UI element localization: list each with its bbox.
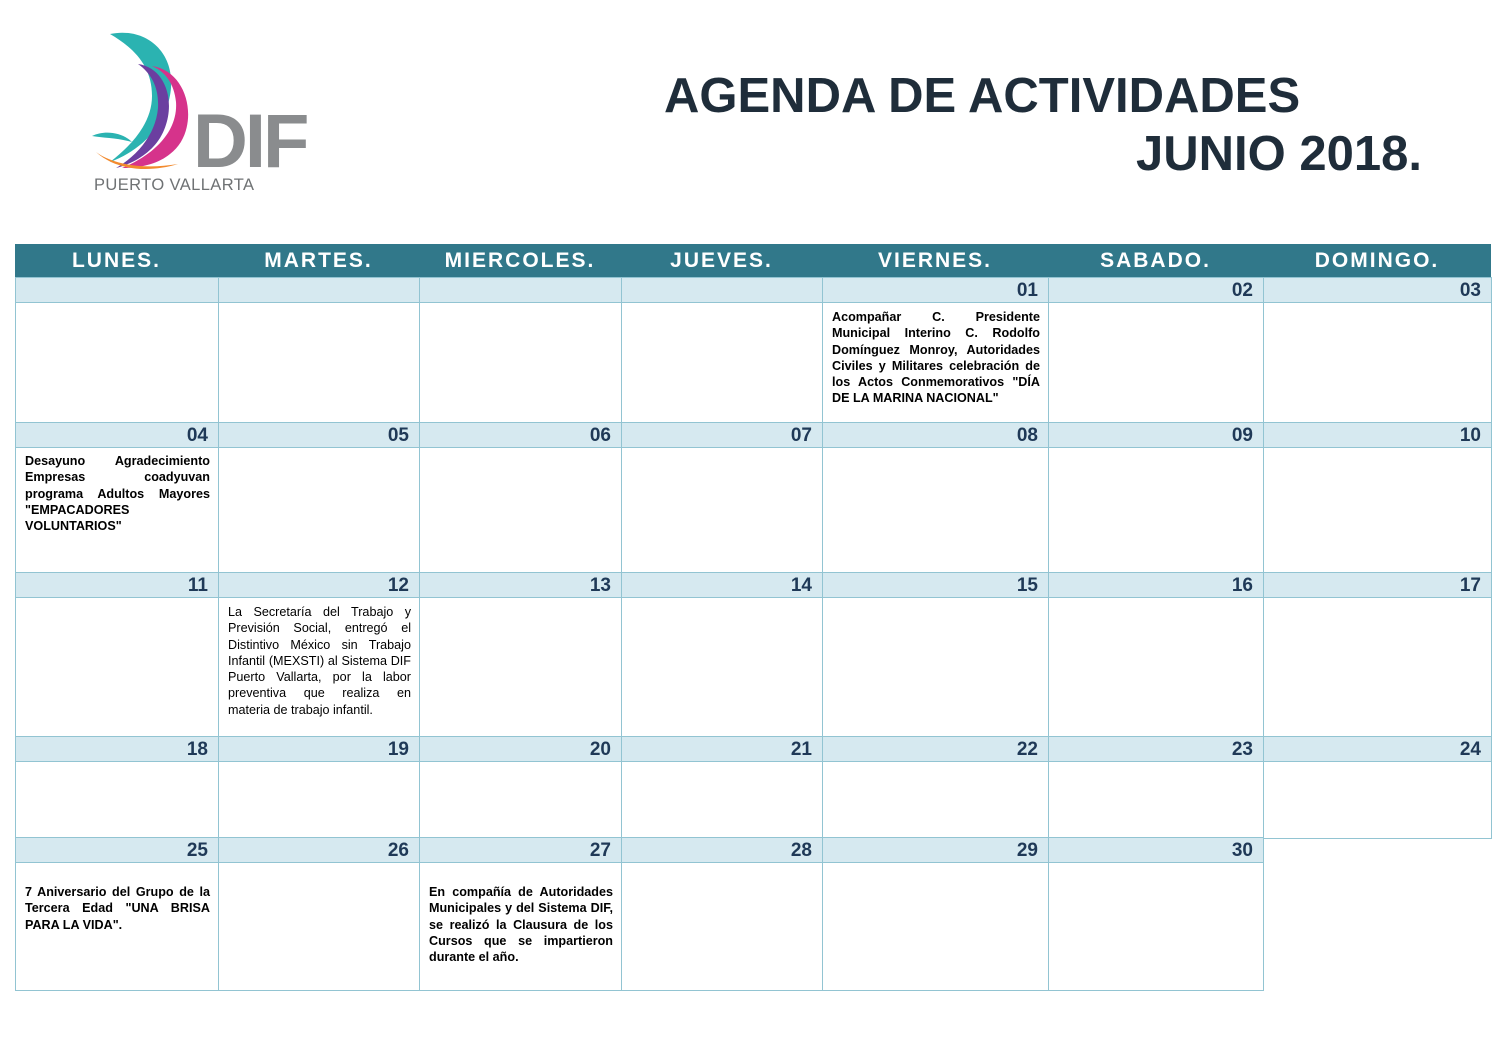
- calendar-day-cell: [1263, 277, 1492, 424]
- calendar-day-cell: [1048, 736, 1264, 839]
- day-number: 06: [420, 423, 621, 448]
- day-number: [16, 278, 218, 303]
- day-number: 22: [823, 737, 1048, 762]
- day-number: 03: [1264, 278, 1491, 303]
- calendar-day-cell: [621, 736, 823, 839]
- calendar-day-cell: [218, 572, 420, 738]
- calendar-day-cell: [1263, 736, 1492, 839]
- day-number: 14: [622, 573, 822, 598]
- calendar-day-cell: [419, 736, 622, 839]
- calendar-day-cell: [419, 837, 622, 991]
- day-number: 24: [1264, 737, 1491, 762]
- day-header: VIERNES.: [822, 244, 1048, 277]
- calendar-day-cell: [419, 422, 622, 574]
- calendar-day-cell: [621, 422, 823, 574]
- day-number: 18: [16, 737, 218, 762]
- logo-subtitle: PUERTO VALLARTA: [94, 176, 255, 194]
- event-text: 7 Aniversario del Grupo de la Tercera Edad "UNA BRISA PARA LA VIDA".: [25, 885, 210, 932]
- day-header: MARTES.: [218, 244, 419, 277]
- calendar-day-cell: [621, 277, 823, 424]
- day-number: [219, 278, 419, 303]
- day-number: 29: [823, 838, 1048, 863]
- calendar-day-cell: [822, 572, 1049, 738]
- day-number: 15: [823, 573, 1048, 598]
- day-header: SABADO.: [1048, 244, 1263, 277]
- day-number: 25: [16, 838, 218, 863]
- day-number: [622, 278, 822, 303]
- day-number: 16: [1049, 573, 1263, 598]
- day-number: 17: [1264, 573, 1491, 598]
- calendar-day-cell: [822, 422, 1049, 574]
- logo-text: DIF: [193, 99, 307, 184]
- calendar-day-cell: [419, 572, 622, 738]
- calendar-day-cell: [419, 277, 622, 424]
- day-number: 09: [1049, 423, 1263, 448]
- calendar-day-cell: [1048, 572, 1264, 738]
- dif-logo: [52, 4, 307, 238]
- day-number: 08: [823, 423, 1048, 448]
- day-number: 12: [219, 573, 419, 598]
- calendar-day-cell: [822, 277, 1049, 424]
- calendar-day-cell: [822, 837, 1049, 991]
- event-text: La Secretaría del Trabajo y Previsión Social, entregó el Distintivo México sin Trabajo Infantil (MEXSTI) al Sistema DIF Puerto Vallarta, por la labor preventiva que realiza en materia de trabajo infantil.: [228, 605, 411, 717]
- event-text: En compañía de Autoridades Municipales y del Sistema DIF, se realizó la Clausura de los Cursos que se impartieron durante el año.: [429, 885, 613, 965]
- day-number: 28: [622, 838, 822, 863]
- calendar-day-cell: [218, 837, 420, 991]
- calendar-day-cell: [15, 277, 219, 424]
- calendar-day-cell: [1263, 422, 1492, 574]
- calendar-day-cell: [1048, 277, 1264, 424]
- day-header: LUNES.: [15, 244, 218, 277]
- calendar-day-cell: [15, 837, 219, 991]
- calendar-day-cell: [218, 736, 420, 839]
- day-number: 26: [219, 838, 419, 863]
- calendar-day-cell: [15, 422, 219, 574]
- calendar-day-cell: [822, 736, 1049, 839]
- event-text: Desayuno Agradecimiento Empresas coadyuvan programa Adultos Mayores "EMPACADORES VOLUNTARIOS": [25, 454, 210, 534]
- page-title: AGENDA DE ACTIVIDADES: [664, 69, 1301, 123]
- day-number: 07: [622, 423, 822, 448]
- day-header: DOMINGO.: [1263, 244, 1491, 277]
- event-text: Acompañar C. Presidente Municipal Interino C. Rodolfo Domínguez Monroy, Autoridades Civiles y Militares celebración de los Actos Conmemorativos "DÍA DE LA MARINA NACIONAL": [832, 310, 1040, 406]
- page-subtitle: JUNIO 2018.: [1136, 127, 1422, 181]
- day-number: 10: [1264, 423, 1491, 448]
- day-number: 05: [219, 423, 419, 448]
- day-number: 23: [1049, 737, 1263, 762]
- day-number: 19: [219, 737, 419, 762]
- day-number: 27: [420, 838, 621, 863]
- calendar-day-cell: [218, 277, 420, 424]
- calendar-day-cell: [1048, 837, 1264, 991]
- day-number: 20: [420, 737, 621, 762]
- day-number: 11: [16, 573, 218, 598]
- calendar-day-cell: [1048, 422, 1264, 574]
- day-header: JUEVES.: [621, 244, 822, 277]
- calendar-day-cell: [218, 422, 420, 574]
- day-number: 30: [1049, 838, 1263, 863]
- day-number: [420, 278, 621, 303]
- day-number: 01: [823, 278, 1048, 303]
- day-number: 04: [16, 423, 218, 448]
- calendar-day-cell: [1263, 572, 1492, 738]
- day-number: 02: [1049, 278, 1263, 303]
- day-header: MIERCOLES.: [419, 244, 621, 277]
- day-number: 21: [622, 737, 822, 762]
- calendar-day-cell: [15, 736, 219, 839]
- calendar-day-cell: [15, 572, 219, 738]
- calendar-day-cell: [621, 837, 823, 991]
- day-number: 13: [420, 573, 621, 598]
- calendar-day-cell: [621, 572, 823, 738]
